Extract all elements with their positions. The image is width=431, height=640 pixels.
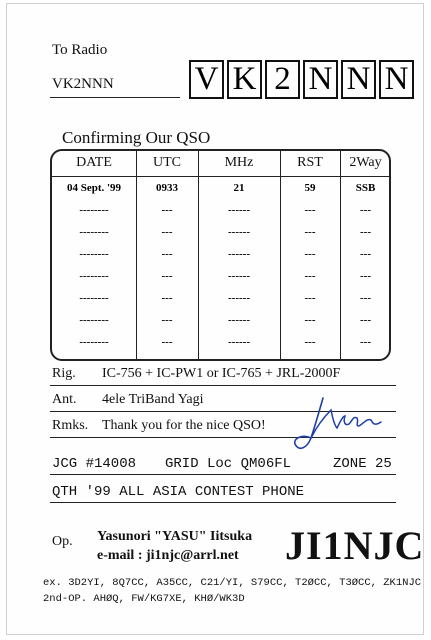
qso-cell-rst: --- bbox=[304, 292, 316, 304]
qso-cell-utc: --- bbox=[161, 336, 173, 348]
qso-cell-mhz: ------ bbox=[228, 204, 250, 216]
qso-cell-date: -------- bbox=[79, 270, 109, 282]
qso-cell-mhz: ------ bbox=[228, 336, 250, 348]
qso-cell-mhz: 21 bbox=[233, 182, 245, 194]
second-operator: 2nd-OP. AHØQ, FW/KG7XE, KHØ/WK3D bbox=[43, 593, 245, 605]
table-header bbox=[52, 151, 389, 177]
signature-icon bbox=[293, 392, 385, 462]
rig-value: IC-756 + IC-PW1 or IC-765 + JRL-2000F bbox=[102, 366, 341, 381]
confirm-heading: Confirming Our QSO bbox=[62, 128, 211, 147]
qso-cell-date: -------- bbox=[79, 248, 109, 260]
callsign-box: N bbox=[379, 60, 414, 99]
qso-cell-utc: --- bbox=[161, 314, 173, 326]
qso-cell-utc: --- bbox=[161, 248, 173, 260]
qso-cell-mhz: ------ bbox=[228, 270, 250, 282]
header-rst: RST bbox=[297, 155, 323, 170]
jcg-underline bbox=[50, 474, 396, 475]
header-utc: UTC bbox=[153, 155, 181, 170]
qsl-card bbox=[6, 3, 424, 635]
qso-cell-2way: --- bbox=[360, 270, 371, 282]
qso-cell-date: 04 Sept. '99 bbox=[66, 182, 122, 194]
grid-locator: GRID Loc QM06FL bbox=[165, 456, 292, 472]
qso-cell-mhz: ------ bbox=[228, 226, 250, 238]
operator-name: Yasunori "YASU" Iitsuka bbox=[97, 529, 253, 544]
qso-cell-2way: --- bbox=[360, 204, 371, 216]
callsign-box: 2 bbox=[265, 60, 300, 99]
header-2way: 2Way bbox=[349, 155, 382, 170]
qso-cell-2way: --- bbox=[360, 248, 371, 260]
op-label: Op. bbox=[52, 534, 73, 549]
qso-cell-date: -------- bbox=[79, 336, 109, 348]
qso-cell-rst: --- bbox=[304, 204, 316, 216]
zone-number: ZONE 25 bbox=[333, 456, 392, 472]
qso-cell-rst: --- bbox=[304, 336, 316, 348]
qso-cell-2way: --- bbox=[360, 336, 371, 348]
to-underline bbox=[50, 97, 180, 98]
rmks-value: Thank you for the nice QSO! bbox=[102, 418, 266, 433]
operator-email: e-mail : ji1njc@arrl.net bbox=[97, 548, 239, 563]
qso-cell-rst: --- bbox=[304, 314, 316, 326]
qso-cell-utc: --- bbox=[161, 270, 173, 282]
qso-cell-rst: --- bbox=[304, 248, 316, 260]
qso-cell-rst: --- bbox=[304, 270, 316, 282]
qso-cell-mhz: ------ bbox=[228, 314, 250, 326]
qso-cell-2way: --- bbox=[360, 314, 371, 326]
rmks-label: Rmks. bbox=[52, 418, 89, 433]
qso-cell-rst: --- bbox=[304, 226, 316, 238]
qso-cell-mhz: ------ bbox=[228, 248, 250, 260]
qso-cell-utc: --- bbox=[161, 292, 173, 304]
ant-value: 4ele TriBand Yagi bbox=[102, 392, 204, 407]
callsign-boxes bbox=[189, 60, 414, 99]
callsign-box: N bbox=[303, 60, 338, 99]
qso-cell-mhz: ------ bbox=[228, 292, 250, 304]
to-radio-label: To Radio bbox=[52, 42, 108, 58]
ant-label: Ant. bbox=[52, 392, 77, 407]
callsign-box: K bbox=[227, 60, 262, 99]
qso-cell-date: -------- bbox=[79, 226, 109, 238]
qso-cell-date: -------- bbox=[79, 292, 109, 304]
qso-cell-utc: --- bbox=[161, 204, 173, 216]
qso-table bbox=[50, 149, 391, 361]
qso-cell-utc: --- bbox=[161, 226, 173, 238]
qso-cell-2way: SSB bbox=[355, 182, 376, 194]
callsign-box: N bbox=[341, 60, 376, 99]
header-mhz: MHz bbox=[224, 155, 254, 170]
rig-underline bbox=[50, 385, 396, 386]
qth-underline bbox=[50, 502, 396, 503]
jcg-number: JCG #14008 bbox=[52, 456, 137, 472]
qso-cell-2way: --- bbox=[360, 292, 371, 304]
qth-line: QTH '99 ALL ASIA CONTEST PHONE bbox=[52, 484, 305, 500]
header-date: DATE bbox=[76, 155, 112, 170]
qso-cell-date: -------- bbox=[79, 204, 109, 216]
qso-cell-rst: 59 bbox=[304, 182, 316, 194]
operator-callsign: JI1NJC bbox=[285, 523, 425, 568]
ex-callsigns: ex. 3D2YI, 8Q7CC, A35CC, C21/YI, S79CC, T2ØCC, T3ØCC, ZK1NJC bbox=[43, 577, 422, 589]
callsign-box: V bbox=[189, 60, 224, 99]
rig-label: Rig. bbox=[52, 366, 76, 381]
qso-cell-utc: 0933 bbox=[156, 182, 178, 194]
qso-cell-2way: --- bbox=[360, 226, 371, 238]
to-callsign: VK2NNN bbox=[52, 76, 114, 92]
qso-cell-date: -------- bbox=[79, 314, 109, 326]
